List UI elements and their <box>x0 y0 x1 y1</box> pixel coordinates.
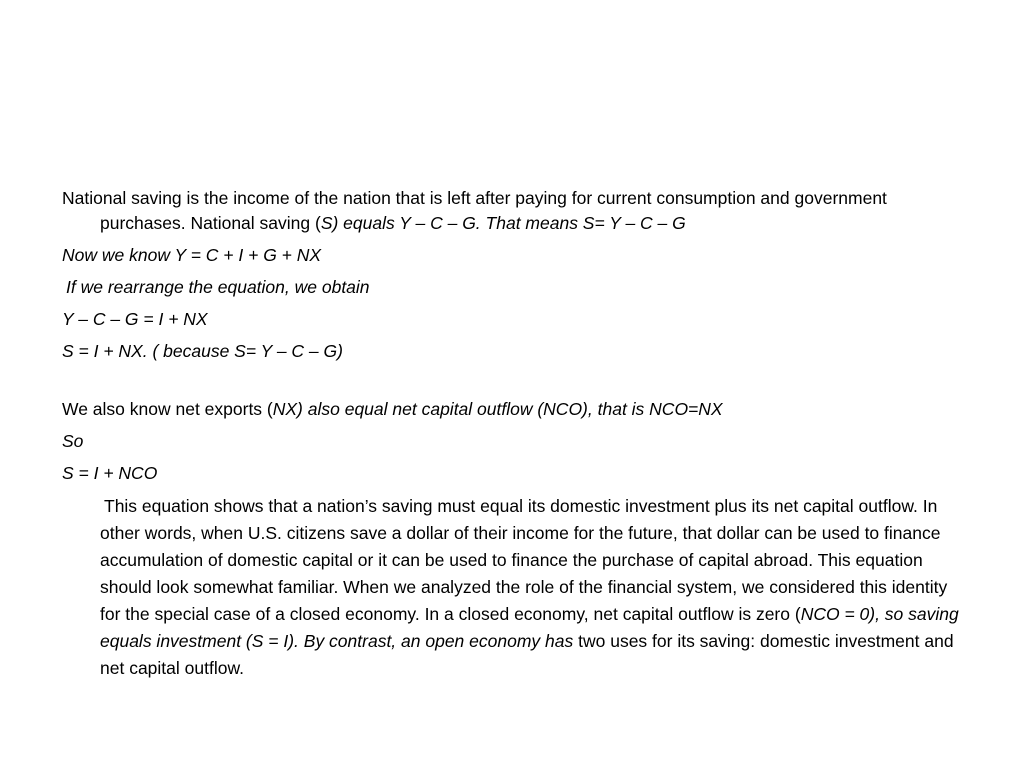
identity-text: Now we know Y = C + I + G + NX <box>62 245 322 265</box>
identity-line <box>62 243 972 268</box>
definition-formula: S) equals Y – C – G. That means S= Y – C – G <box>320 213 686 233</box>
rearranged-text: Y – C – G = I + NX <box>62 309 208 329</box>
saving-equation <box>62 339 972 364</box>
final-identity-text: S = I + NCO <box>62 463 158 483</box>
so-line <box>62 429 972 454</box>
spacer <box>62 371 972 397</box>
so-text: So <box>62 431 84 451</box>
rearrange-line <box>62 275 972 300</box>
net-exports-line <box>62 397 972 422</box>
net-exports-formula: NX) also equal net capital outflow (NCO), that is NCO=NX <box>272 399 723 419</box>
rearrange-text: If we rearrange the equation, we obtain <box>66 277 370 297</box>
explanation-italic: NCO = 0), so saving equals investment (S = I). By contrast, an open economy has <box>100 604 959 651</box>
net-exports-text: We also know net exports ( <box>62 399 273 419</box>
rearranged-equation <box>62 307 972 332</box>
final-identity <box>62 461 972 486</box>
saving-equation-text: S = I + NX. ( because S= Y – C – G) <box>62 341 343 361</box>
explanation-text-b: two uses for its saving: domestic investment and net capital outflow. <box>100 631 954 678</box>
explanation-paragraph <box>62 493 972 682</box>
slide-body <box>62 186 972 682</box>
national-saving-definition <box>62 186 972 236</box>
explanation-text-a: This equation shows that a nation’s saving must equal its domestic investment plus its net capital outflow. In other words, when U.S. citizens save a dollar of their income for the future, that dollar can be used to finance accumulation of domestic capital or it can be used to finance the purchase of capital abroad. This equation should look somewhat familiar. When we analyzed the role of the financial system, we considered this identity for the special case of a closed economy. In a closed economy, net capital outflow is zero ( <box>100 496 948 624</box>
definition-text: National saving is the income of the nation that is left after paying for current consumption and government purchases. National saving ( <box>62 188 887 233</box>
